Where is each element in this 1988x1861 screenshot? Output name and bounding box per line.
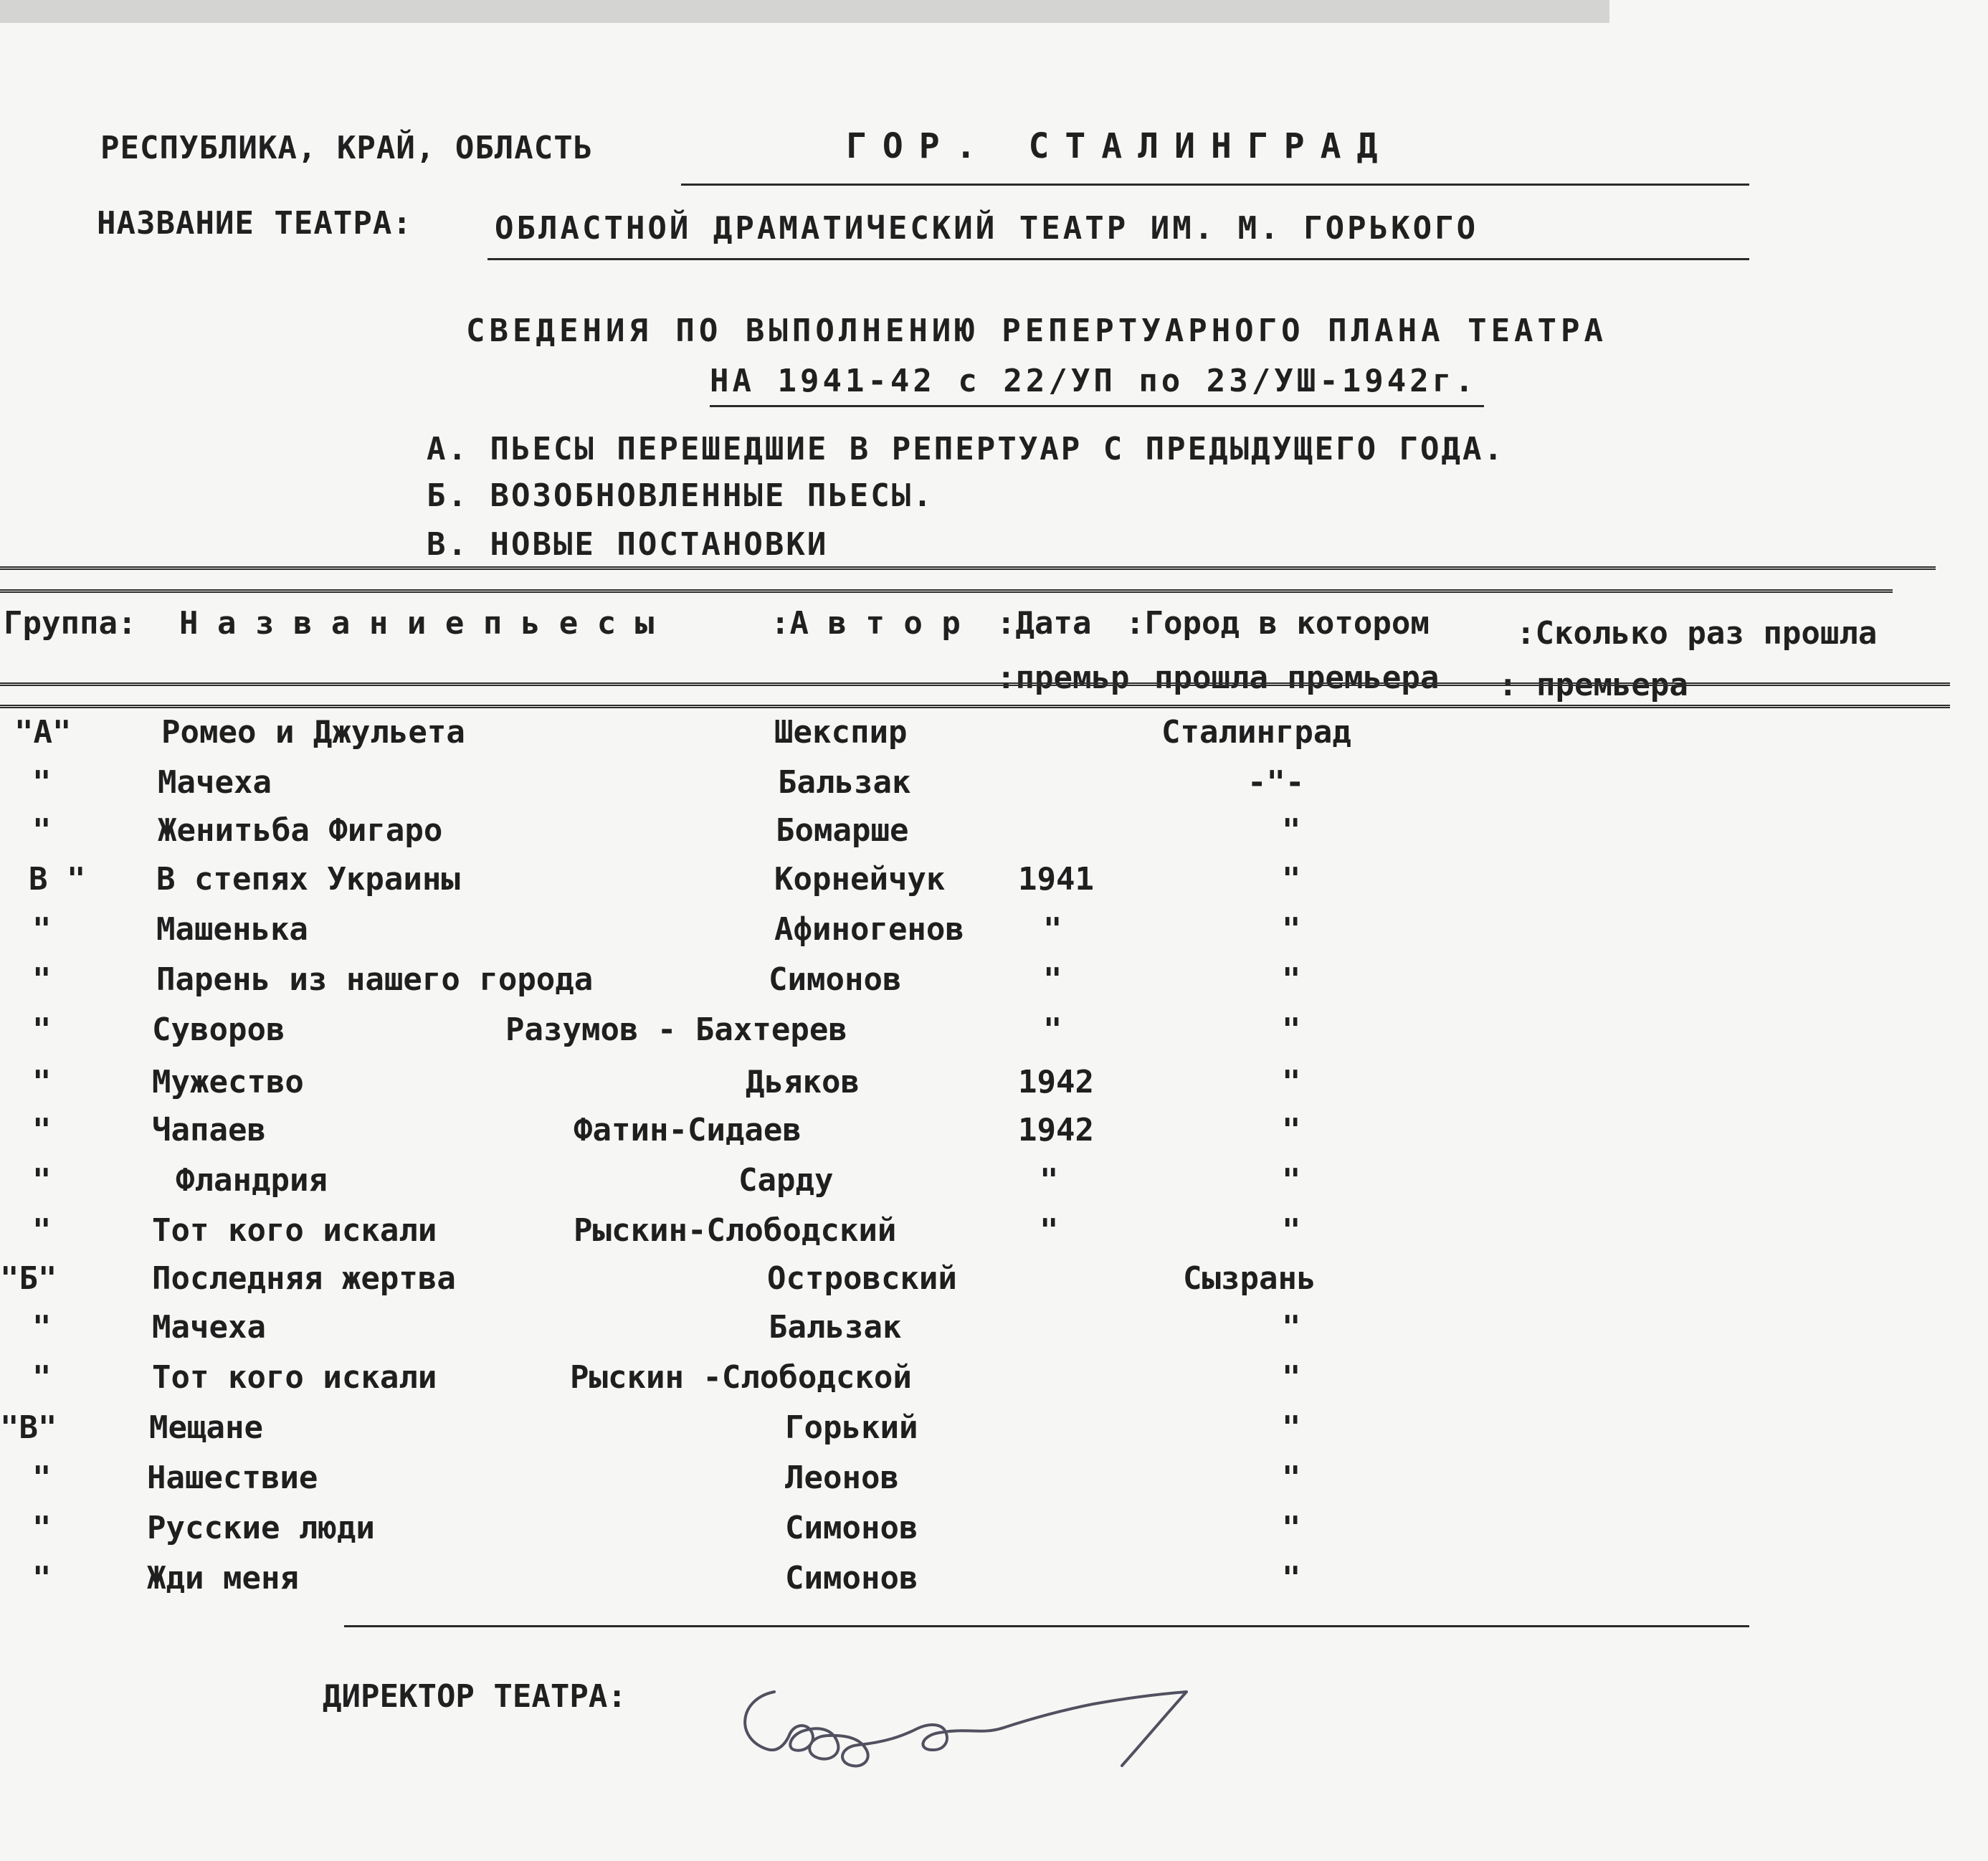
group-cell: " bbox=[32, 911, 52, 948]
play-title-cell: Чапаев bbox=[152, 1112, 266, 1148]
theatre-value: ОБЛАСТНОЙ ДРАМАТИЧЕСКИЙ ТЕАТР ИМ. М. ГОРЬКОГО bbox=[495, 210, 1479, 247]
premiere-city-cell: " bbox=[1282, 1409, 1301, 1446]
group-cell: " bbox=[32, 1064, 52, 1100]
premiere-date-cell: 1942 bbox=[1018, 1064, 1094, 1100]
group-cell: В " bbox=[29, 861, 86, 898]
theatre-underline bbox=[488, 258, 1749, 260]
author-cell: Симонов bbox=[785, 1510, 918, 1546]
premiere-date-cell: " bbox=[1040, 1162, 1059, 1199]
premiere-date-cell: 1942 bbox=[1018, 1112, 1094, 1148]
author-cell: Фатин-Сидаев bbox=[574, 1112, 802, 1148]
premiere-city-cell: " bbox=[1282, 1162, 1301, 1199]
header-group: Группа: bbox=[4, 605, 137, 642]
group-cell: " bbox=[32, 1510, 52, 1546]
premiere-city-cell: " bbox=[1282, 961, 1301, 998]
play-title-cell: Русские люди bbox=[147, 1510, 375, 1546]
play-title-cell: Нашествие bbox=[147, 1460, 318, 1496]
theatre-label: НАЗВАНИЕ ТЕАТРА: bbox=[97, 205, 412, 242]
play-title-cell: Суворов bbox=[152, 1012, 285, 1048]
table-header-rule-second bbox=[0, 705, 1950, 708]
premiere-city-cell: " bbox=[1282, 1112, 1301, 1148]
play-title-cell: Фландрия bbox=[176, 1162, 328, 1199]
premiere-city-cell: " bbox=[1282, 1309, 1301, 1346]
play-title-cell: Мужество bbox=[152, 1064, 304, 1100]
table-header-rule bbox=[0, 682, 1950, 686]
author-cell: Дьяков bbox=[746, 1064, 860, 1100]
play-title-cell: Тот кого искали bbox=[152, 1212, 437, 1249]
group-cell: " bbox=[32, 764, 52, 801]
group-cell: " bbox=[32, 1460, 52, 1496]
author-cell: Шекспир bbox=[774, 714, 908, 751]
author-cell: Корнейчук bbox=[774, 861, 946, 898]
premiere-date-cell: " bbox=[1043, 1012, 1062, 1048]
header-date-1: :Дата bbox=[997, 605, 1092, 642]
author-cell: Симонов bbox=[785, 1560, 918, 1596]
group-cell: " bbox=[32, 961, 52, 998]
premiere-date-cell: " bbox=[1043, 911, 1062, 948]
premiere-city-cell: Сталинград bbox=[1161, 714, 1351, 751]
author-cell: Рыскин-Слободский bbox=[574, 1212, 897, 1249]
group-cell: " bbox=[32, 1359, 52, 1396]
premiere-date-cell: 1941 bbox=[1018, 861, 1094, 898]
group-cell: " bbox=[32, 1112, 52, 1148]
region-value: ГОР. СТАЛИНГРАД bbox=[846, 126, 1394, 166]
header-date-2: :премьр bbox=[997, 660, 1130, 696]
premiere-city-cell: " bbox=[1282, 1560, 1301, 1596]
author-cell: Симонов bbox=[769, 961, 902, 998]
premiere-city-cell: " bbox=[1282, 1064, 1301, 1100]
premiere-city-cell: " bbox=[1282, 911, 1301, 948]
premiere-city-cell: " bbox=[1282, 861, 1301, 898]
header-city-2: прошла премьера bbox=[1154, 660, 1440, 696]
header-count-1: :Сколько раз прошла bbox=[1516, 615, 1878, 652]
region-underline bbox=[681, 184, 1749, 186]
author-cell: Афиногенов bbox=[774, 911, 964, 948]
group-cell: " bbox=[32, 1012, 52, 1048]
premiere-city-cell: -"- bbox=[1247, 764, 1305, 801]
play-title-cell: Парень из нашего города bbox=[156, 961, 594, 998]
header-city-1: :Город в котором bbox=[1126, 605, 1430, 642]
play-title-cell: Тот кого искали bbox=[152, 1359, 437, 1396]
premiere-city-cell: " bbox=[1282, 1510, 1301, 1546]
table-bottom-rule bbox=[344, 1625, 1749, 1627]
author-cell: Островский bbox=[767, 1260, 957, 1297]
group-cell: " bbox=[32, 1212, 52, 1249]
group-cell: "А" bbox=[14, 714, 72, 751]
play-title-cell: Мачеха bbox=[158, 764, 272, 801]
play-title-cell: Мачеха bbox=[152, 1309, 266, 1346]
author-cell: Леонов bbox=[785, 1460, 899, 1496]
premiere-city-cell: " bbox=[1282, 1012, 1301, 1048]
region-label: РЕСПУБЛИКА, КРАЙ, ОБЛАСТЬ bbox=[100, 130, 594, 166]
group-cell: " bbox=[32, 1309, 52, 1346]
author-cell: Бомарше bbox=[776, 812, 909, 849]
section-c: В. НОВЫЕ ПОСТАНОВКИ bbox=[427, 526, 829, 563]
author-cell: Бальзак bbox=[769, 1309, 902, 1346]
author-cell: Сарду bbox=[738, 1162, 834, 1199]
premiere-city-cell: Сызрань bbox=[1183, 1260, 1316, 1297]
header-title: Н а з в а н и е п ь е с ы bbox=[179, 605, 655, 642]
section-b: Б. ВОЗОБНОВЛЕННЫЕ ПЬЕСЫ. bbox=[427, 477, 934, 514]
play-title-cell: В степях Украины bbox=[156, 861, 460, 898]
premiere-city-cell: " bbox=[1282, 1359, 1301, 1396]
group-cell: " bbox=[32, 1162, 52, 1199]
play-title-cell: Машенька bbox=[156, 911, 308, 948]
author-cell: Горький bbox=[785, 1409, 918, 1446]
premiere-date-cell: " bbox=[1040, 1212, 1059, 1249]
group-cell: "Б" bbox=[0, 1260, 57, 1297]
scan-top-band bbox=[0, 0, 1609, 23]
author-cell: Разумов - Бахтерев bbox=[505, 1012, 847, 1048]
premiere-city-cell: " bbox=[1282, 1460, 1301, 1496]
group-cell: " bbox=[32, 1560, 52, 1596]
premiere-city-cell: " bbox=[1282, 1212, 1301, 1249]
premiere-date-cell: " bbox=[1043, 961, 1062, 998]
director-label: ДИРЕКТОР ТЕАТРА: bbox=[323, 1678, 627, 1715]
header-author: :А в т о р bbox=[771, 605, 961, 642]
report-title: СВЕДЕНИЯ ПО ВЫПОЛНЕНИЮ РЕПЕРТУАРНОГО ПЛАНА ТЕАТРА bbox=[466, 313, 1608, 349]
author-cell: Рыскин -Слободской bbox=[570, 1359, 912, 1396]
section-a: А. ПЬЕСЫ ПЕРЕШЕДШИЕ В РЕПЕРТУАР С ПРЕДЫДУЩЕГО ГОДА. bbox=[427, 431, 1506, 467]
play-title-cell: Женитьба Фигаро bbox=[158, 812, 443, 849]
report-period: НА 1941-42 с 22/УП по 23/УШ-1942г. bbox=[710, 363, 1478, 399]
period-underline bbox=[710, 405, 1484, 407]
play-title-cell: Мещане bbox=[149, 1409, 263, 1446]
premiere-city-cell: " bbox=[1282, 812, 1301, 849]
group-cell: " bbox=[32, 812, 52, 849]
table-top-rule-second bbox=[0, 589, 1893, 593]
table-top-rule bbox=[0, 566, 1936, 570]
play-title-cell: Последняя жертва bbox=[152, 1260, 456, 1297]
play-title-cell: Жди меня bbox=[147, 1560, 299, 1596]
director-signature bbox=[724, 1649, 1212, 1792]
header-count-2: : премьера bbox=[1498, 667, 1688, 703]
play-title-cell: Ромео и Джульета bbox=[161, 714, 465, 751]
author-cell: Бальзак bbox=[778, 764, 911, 801]
group-cell: "В" bbox=[0, 1409, 57, 1446]
